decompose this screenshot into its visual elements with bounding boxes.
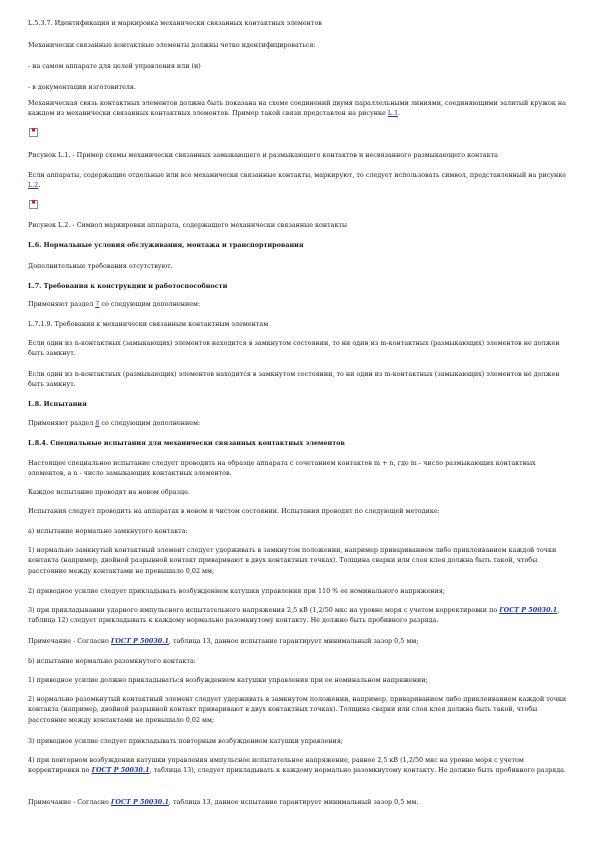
section-heading-l6: L.6. Нормальные условия обслуживания, монтажа и транспортирования xyxy=(28,241,304,249)
gost-link[interactable]: ГОСТ Р 50030.1 xyxy=(110,798,169,806)
paragraph-text: со следующим дополнением: xyxy=(99,300,201,308)
paragraph-text: , таблица 12) следует прикладывать к каждому нормально разомкнутому контакту. Не должно быть пробивного разряда. xyxy=(28,606,560,625)
paragraph xyxy=(28,98,573,119)
paragraph: 2) нормально разомкнутый контактный элемент следует удерживать в замкнутом положении, например, привариванием либо приклеиванием каждой точки контакта (например, двойной разрывной контакт приваривают в двух контактных точках). Толщина сварки или слоя клея должна быть такой, чтобы расстояние между контактами не превышало 0,02 мм; xyxy=(28,695,567,724)
paragraph: b) испытание нормально разомкнутого контакта: xyxy=(28,657,196,665)
paragraph: 1) нормально замкнутый контактный элемент следует удерживать в замкнутом положении, например привариванием либо приклеиванием каждой точки контакта (например, двойной разрывной контакт приваривают в двух контактных точках). Толщина сварки или слоя клея должна быть такой, чтобы расстояние между контактами не превышало 0,02 мм; xyxy=(28,546,557,575)
section-heading-l8: L.8. Испытания xyxy=(28,400,87,408)
paragraph: Настоящее специальное испытание следует проводить на образце аппарата с сочетанием контактов m + n, где m - число размыкающих контактных элементов, а n - число замыкающих контактных элементов. xyxy=(28,459,536,478)
paragraph-text: 4) при повторном возбуждении катушки управления импульсное испытательное напряжение, равное 2,5 кВ (1,2/50 мкс на уровне моря с учетом корректировки по xyxy=(28,756,524,775)
paragraph-text: со следующим дополнением: xyxy=(99,419,201,427)
section-heading-l84: L.8.4. Специальные испытания для механически связанных контактных элементов xyxy=(28,439,345,447)
figure-link-l1[interactable]: L.1 xyxy=(387,109,399,118)
broken-image-icon xyxy=(29,128,38,137)
section-heading-l719: L.7.1.9. Требования к механически связанным контактным элементам xyxy=(28,320,269,328)
note-text: , таблица 13, данное испытание гарантирует минимальный зазор 0,5 мм. xyxy=(168,798,419,806)
gost-link[interactable]: ГОСТ Р 50030.1 xyxy=(499,606,558,614)
paragraph xyxy=(28,170,573,191)
paragraph: - на самом аппарате для целей управления или (и) xyxy=(28,62,201,70)
figure-caption: Рисунок L.2. - Символ маркировки аппарата, содержащего механически связанные контакты xyxy=(28,221,348,229)
paragraph: Механически связанные контактные элементы должны четко идентифицироваться: xyxy=(28,41,316,49)
figure-caption: Рисунок L.1. - Пример схемы механически связанных замыкающего и размыкающего контактов и несвязанного размыкающего контакта xyxy=(28,151,498,159)
paragraph: Испытания следует проводить на аппаратах в новом и чистом состоянии. Испытания проводят по следующей методике: xyxy=(28,507,440,515)
section-heading-l537: L.5.3.7. Идентификация и маркировка механически связанных контактных элементов xyxy=(28,19,322,27)
paragraph: - в документации изготовителя. xyxy=(28,83,136,91)
section-heading-l7: L.7. Требования к конструкции и работоспособности xyxy=(28,282,228,290)
paragraph-text: Применяют раздел xyxy=(28,300,96,308)
section-link-7[interactable]: 7 xyxy=(95,300,100,308)
paragraph-text: Если аппараты, содержащие отдельные или все механически связанные контакты, маркируют, то следует использовать символ, представленный на рисунке xyxy=(28,171,567,179)
paragraph: Если один из n-контактных (замыкающих) элементов находится в замкнутом состоянии, то ни один из m-контактных (размыкающих) элементов не должен быть замкнут. xyxy=(28,339,560,358)
paragraph-end: . xyxy=(38,181,41,190)
paragraph-text: Механическая связь контактных элементов должна быть показана на схеме соединений двумя параллельными линиями, соединяющими залитый кружок на каждом из механически связанных контактных элементов. Пример такой связи представлен на рисунке xyxy=(28,99,566,118)
section-link-8[interactable]: 8 xyxy=(95,419,100,427)
note-text: , таблица 13, данное испытание гарантирует минимальный зазор 0,5 мм; xyxy=(168,637,419,645)
paragraph-text: Применяют раздел xyxy=(28,419,96,427)
paragraph: Каждое испытание проводят на новом образце. xyxy=(28,488,190,496)
paragraph-text: 3) при прикладывании ударного импульсного испытательного напряжения 2,5 кВ (1,2/50 мкс на уровне моря с учетом корректировки по xyxy=(28,606,500,614)
paragraph: Дополнительные требования отсутствуют. xyxy=(28,262,173,270)
figure-link-l2[interactable]: L.2 xyxy=(28,181,39,190)
paragraph xyxy=(28,418,573,428)
paragraph xyxy=(28,299,573,309)
paragraph: а) испытание нормально замкнутого контакта: xyxy=(28,527,188,535)
paragraph xyxy=(28,755,573,776)
broken-image-icon xyxy=(29,200,38,209)
paragraph xyxy=(28,605,573,626)
gost-link[interactable]: ГОСТ Р 50030.1 xyxy=(110,637,169,645)
paragraph: Если один из n-контактных (размыкающих) элементов находится в замкнутом состоянии, то ни один из m-контактных (замыкающих) элементов не должен быть замкнут. xyxy=(28,370,560,389)
note xyxy=(28,797,573,807)
paragraph: 2) приводное усилие следует прикладывать возбуждением катушки управления при 110 % ее номинального напряжения; xyxy=(28,587,446,595)
paragraph-text: , таблица 13), следует прикладывать к каждому нормально разомкнутому контакту. Не должно быть пробивного разряда. xyxy=(149,766,566,775)
note xyxy=(28,636,573,646)
note-text: Примечание - Согласно xyxy=(28,637,111,645)
gost-link[interactable]: ГОСТ Р 50030.1 xyxy=(91,766,150,775)
paragraph: 1) приводное усилие должно прикладываться возбуждением катушки управления при ее номинальном напряжении; xyxy=(28,676,428,684)
paragraph-end: . xyxy=(398,109,401,118)
paragraph: 3) приводное усилие следует прикладывать повторным возбуждением катушки управления; xyxy=(28,737,343,745)
note-text: Примечание - Согласно xyxy=(28,798,111,806)
